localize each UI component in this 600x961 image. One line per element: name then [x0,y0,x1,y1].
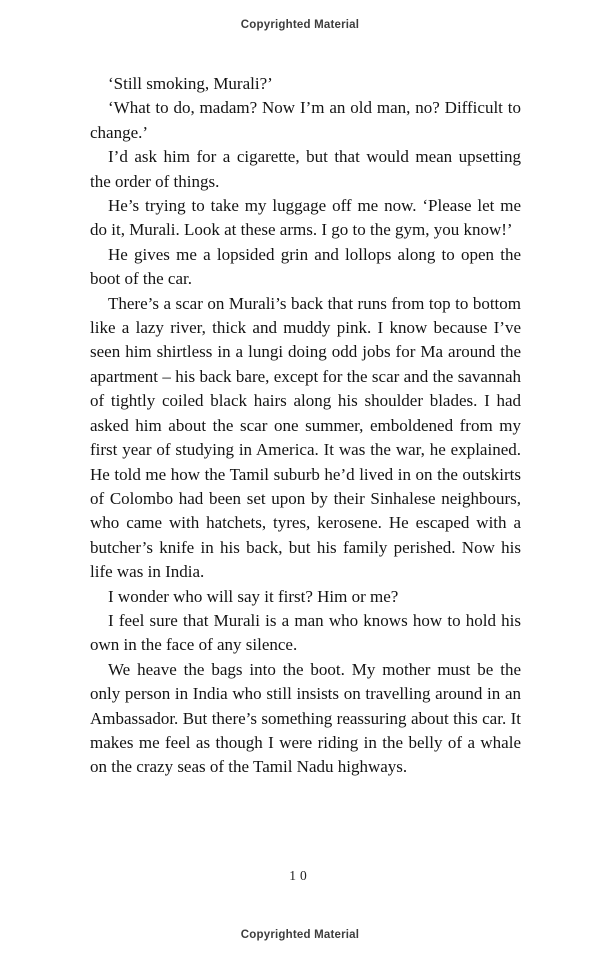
paragraph: I feel sure that Murali is a man who knows how to hold his own in the face of any silence. [90,610,521,655]
paragraph: I wonder who will say it first? Him or me? [108,586,399,606]
paragraph: I’d ask him for a cigarette, but that would mean upsetting the order of things. [90,147,521,191]
paragraph: There’s a scar on Murali’s back that runs from top to bottom like a lazy river, thick and muddy pink. I know because I’ve seen him shirtless in a lungi doing odd jobs for Ma around the apartment – his back bare, except for the scar and the savannah of tightly coiled black hairs along his shoulder blades. I had asked him about the scar one summer, emboldened from my first year of studying in America. It was the war, he explained. He told me how the Tamil suburb he’d lived in on the outskirts of Colombo had been set upon by their Sinhalese neighbours, who came with hatchets, tyres, kerosene. He escaped with a butcher’s knife in his back, but his family perished. Now his life was in India. [90,293,521,582]
copyright-notice-bottom: Copyrighted Material [240,929,360,941]
paragraph: We heave the bags into the boot. My mother must be the only person in India who still insists on travelling around in an Ambassador. But there’s something reassuring about this car. It makes me feel as though I were riding in the belly of a whale on the crazy seas of the Tamil Nadu highways. [90,659,521,777]
page-text [90,72,521,780]
paragraph: ‘What to do, madam? Now I’m an old man, no? Difficult to change.’ [90,98,521,142]
copyright-notice-top: Copyrighted Material [240,19,360,31]
paragraph: ‘Still smoking, Murali?’ [108,74,273,93]
page-number: 10 [289,868,311,883]
paragraph: He’s trying to take my luggage off me now. ‘Please let me do it, Murali. Look at these arms. I go to the gym, you know!’ [90,196,521,240]
paragraph: He gives me a lopsided grin and lollops along to open the boot of the car. [90,244,521,289]
